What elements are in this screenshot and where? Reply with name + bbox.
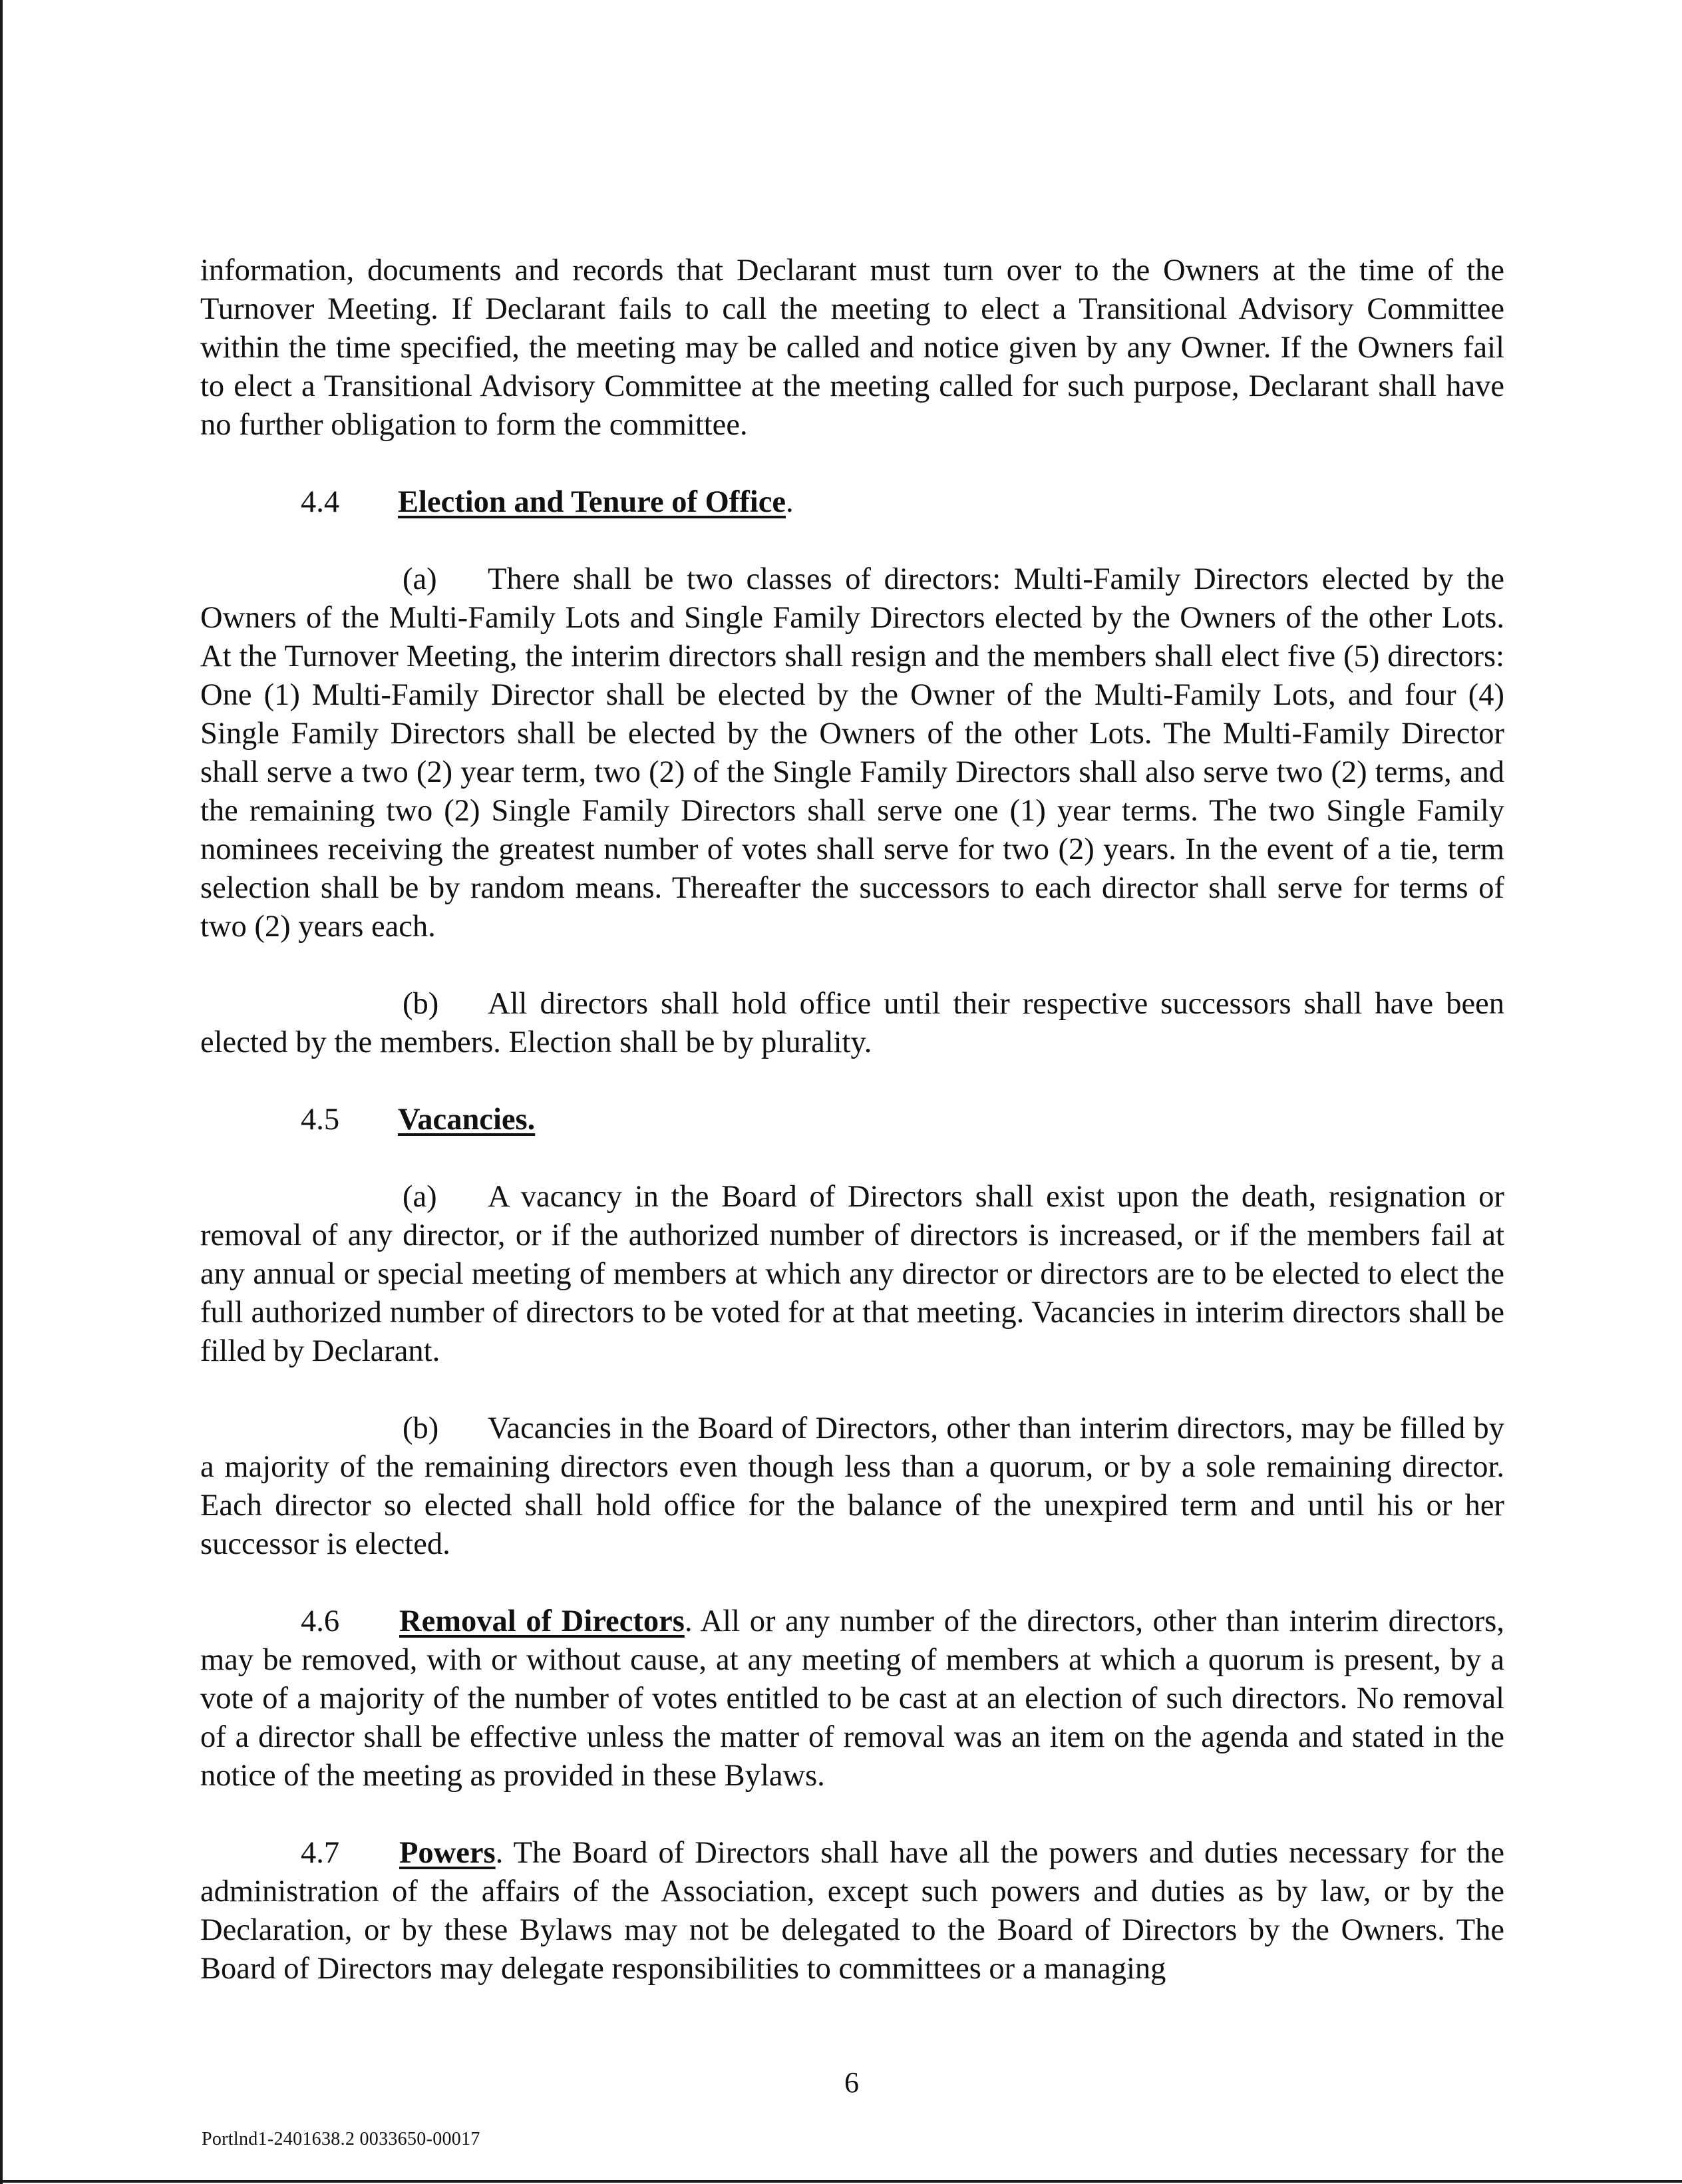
subsection-text: Vacancies in the Board of Directors, other than interim directors, may be filled by a majority of the remaining directors even though less than a quorum, or by a sole remaining director. Each director so elected shall hold office for the balance of the unexpired term and until his or her successor is elected. <box>200 1411 1504 1561</box>
section-4-4-subsection-a <box>200 560 1504 946</box>
section-text: . The Board of Directors shall have all the powers and duties necessary for the administration of the affairs of the Association, except such powers and duties as by law, or by the Declaration, or by these Bylaws may not be delegated to the Board of Directors by the Owners. The Board of Directors may delegate responsibilities to committees or a managing <box>200 1836 1504 1986</box>
section-title: Powers <box>399 1836 496 1870</box>
section-title: Removal of Directors <box>399 1604 685 1638</box>
section-title: Vacancies. <box>398 1103 536 1137</box>
subsection-label: (b) <box>403 987 439 1021</box>
section-4-6-paragraph <box>200 1602 1504 1795</box>
page-number: 6 <box>844 2066 859 2099</box>
section-4-4-heading <box>200 483 1504 522</box>
document-footer-id: Portlnd1-2401638.2 0033650-00017 <box>202 2129 480 2149</box>
section-4-5-heading <box>200 1101 1504 1139</box>
section-4-7-paragraph <box>200 1834 1504 1988</box>
subsection-label: (a) <box>403 562 437 596</box>
subsection-label: (a) <box>403 1180 437 1214</box>
subsection-text: A vacancy in the Board of Directors shall exist upon the death, resignation or removal of any director, or if the authorized number of directors is increased, or if the members fail at any annual or special meeting of members at which any director or directors are to be elected to elect the full authorized number of directors to be voted for at that meeting. Vacancies in interim directors shall be filled by Declarant. <box>200 1180 1504 1368</box>
page-bottom-border <box>0 2180 1682 2183</box>
section-4-5-subsection-b <box>200 1409 1504 1564</box>
section-text: . All or any number of the directors, other than interim directors, may be removed, with or without cause, at any meeting of members at which a quorum is present, by a vote of a majority of the number of votes entitled to be cast at an election of such directors. No removal of a director shall be effective unless the matter of removal was an item on the agenda and stated in the notice of the meeting as provided in these Bylaws. <box>200 1604 1504 1793</box>
section-number: 4.7 <box>301 1836 340 1870</box>
section-4-4-subsection-b <box>200 985 1504 1062</box>
section-title-period: . <box>785 485 794 519</box>
section-number: 4.5 <box>301 1103 340 1137</box>
page-left-border <box>0 0 3 2184</box>
section-title: Election and Tenure of Office <box>398 485 786 519</box>
continuation-paragraph: information, documents and records that Declarant must turn over to the Owners at the time of the Turnover Meeting. If Declarant fails to call the meeting to elect a Transitional Advisory Committee within the time specified, the meeting may be called and notice given by any Owner. If the Owners fail to elect a Transitional Advisory Committee at the meeting called for such purpose, Declarant shall have no further obligation to form the committee. <box>200 254 1504 442</box>
section-number: 4.4 <box>301 485 340 519</box>
subsection-text: All directors shall hold office until their respective successors shall have been elected by the members. Election shall be by plurality. <box>200 987 1504 1059</box>
document-body <box>200 252 1504 1988</box>
section-4-5-subsection-a <box>200 1178 1504 1371</box>
subsection-text: There shall be two classes of directors: Multi-Family Directors elected by the Owners of the Multi-Family Lots and Single Family Directors elected by the Owners of the other Lots. At the Turnover Meeting, the interim directors shall resign and the members shall elect five (5) directors: One (1) Multi-Family Director shall be elected by the Owner of the Multi-Family Lots, and four (4) Single Family Directors shall be elected by the Owners of the other Lots. The Multi-Family Director shall serve a two (2) year term, two (2) of the Single Family Directors shall also serve two (2) terms, and the remaining two (2) Single Family Directors shall serve one (1) year terms. The two Single Family nominees receiving the greatest number of votes shall serve for two (2) years. In the event of a tie, term selection shall be by random means. Thereafter the successors to each director shall serve for terms of two (2) years each. <box>200 562 1504 944</box>
section-number: 4.6 <box>301 1604 340 1638</box>
subsection-label: (b) <box>403 1411 439 1445</box>
